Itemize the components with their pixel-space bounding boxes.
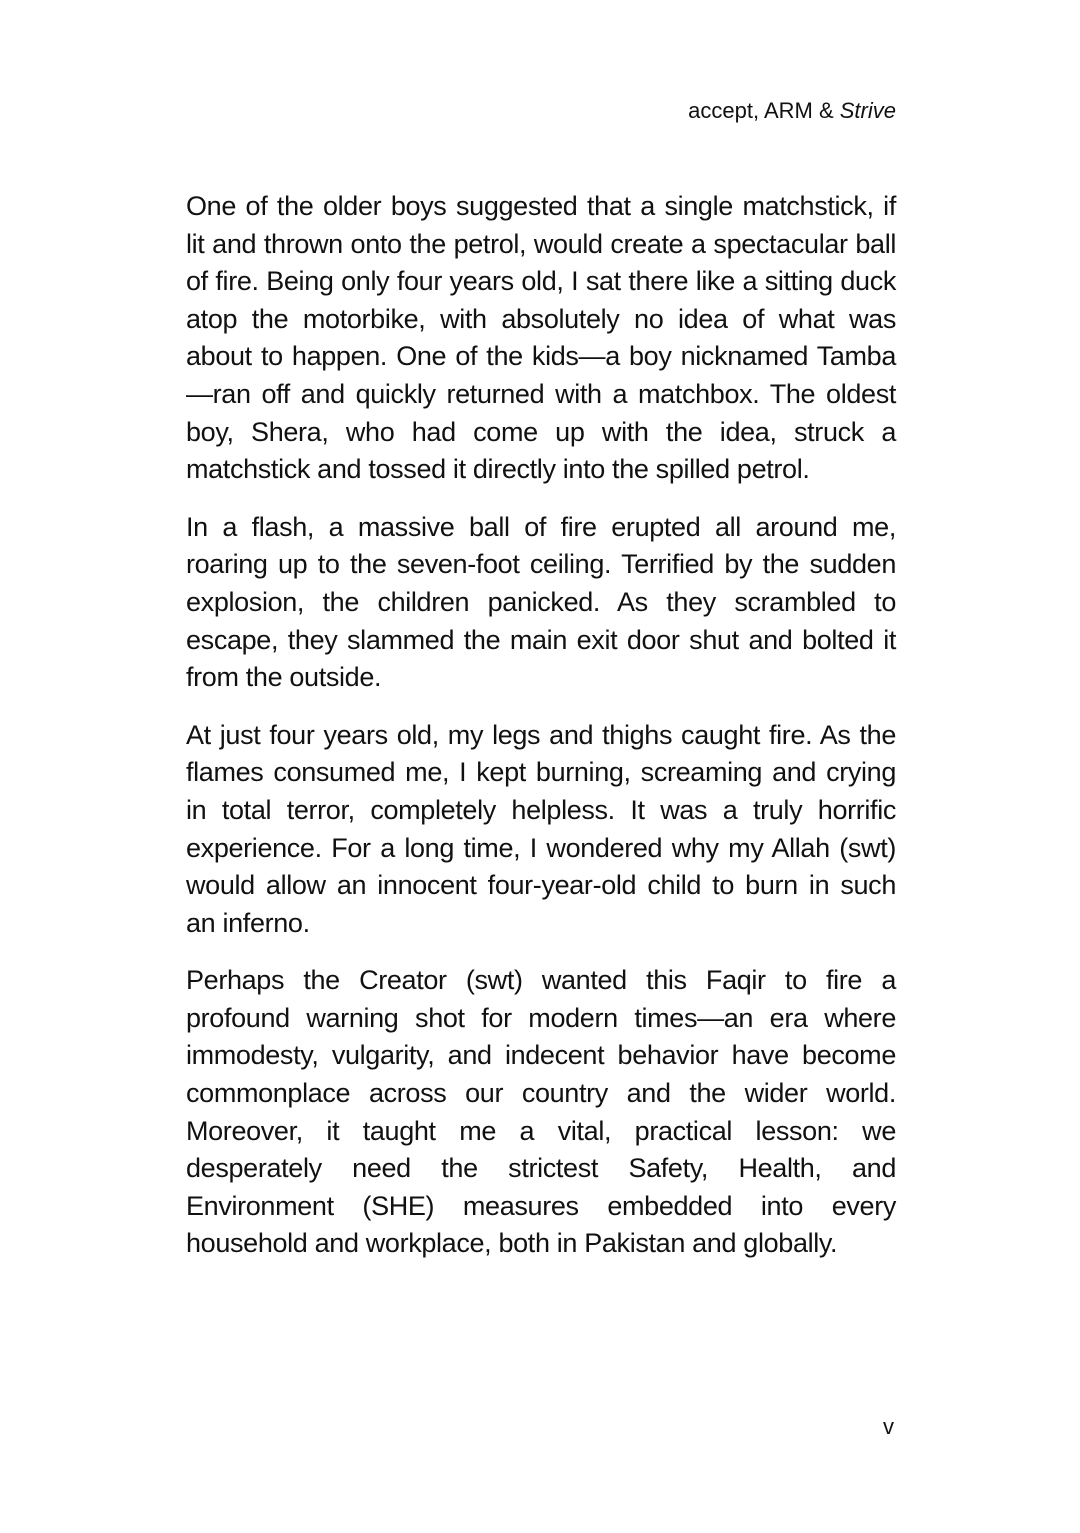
page-number: v bbox=[883, 1414, 894, 1439]
paragraph: At just four years old, my legs and thighs caught fire. As the flames consumed me, I kept burning, screaming and crying in total terror, completely helpless. It was a truly horrific experience. For a long time, I wondered why my Allah (swt) would allow an innocent four-year-old child to burn in such an inferno. bbox=[186, 719, 896, 938]
paragraph: In a flash, a massive ball of fire erupted all around me, roaring up to the seven-foot ceiling. Terrified by the sudden explosion, the children panicked. As they scrambled to escape, they slammed the main exit door shut and bolted it from the outside. bbox=[186, 511, 896, 693]
paragraph: Perhaps the Creator (swt) wanted this Faqir to fire a profound warning shot for modern times—an era where immodesty, vulgarity, and indecent behavior have become commonplace across our country and the wider world. Moreover, it taught me a vital, practical lesson: we desperately need the strictest Safety, Health, and Environment (SHE) measures embedded into every household and workplace, both in Pakistan and globally. bbox=[186, 965, 896, 1259]
paragraph: One of the older boys suggested that a single matchstick, if lit and thrown onto the petrol, would create a spectacular ball of fire. Being only four years old, I sat there like a sitting duck atop the motorbike, with absolutely no idea of what was about to happen. One of the kids—a boy nicknamed Tamba—ran off and quickly returned with a matchbox. The oldest boy, Shera, who had come up with the idea, struck a matchstick and tossed it directly into the spilled petrol. bbox=[186, 191, 896, 485]
book-title-italic: Strive bbox=[839, 98, 896, 123]
running-header bbox=[688, 96, 896, 126]
book-title: accept, ARM & bbox=[688, 98, 840, 123]
body-text bbox=[186, 188, 896, 1283]
